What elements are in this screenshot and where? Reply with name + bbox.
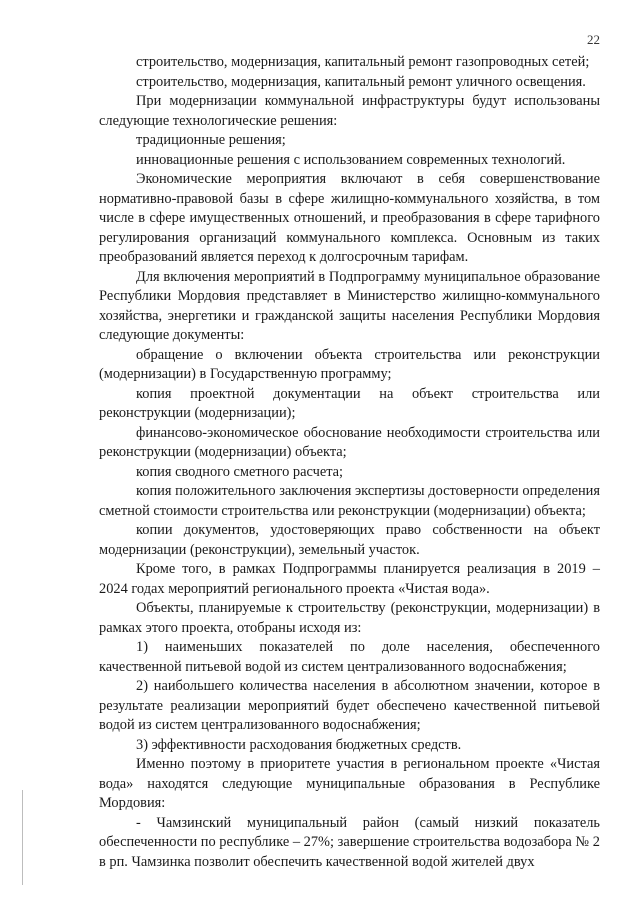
page-number: 22 (587, 32, 600, 47)
paragraph: 2) наибольшего количества населения в абсолютном значении, которое в результате реализации мероприятий будет обеспечено качественной питьевой водой из систем централизованного водоснабжения; (99, 678, 600, 733)
paragraph: При модернизации коммунальной инфраструктуры будут использованы следующие технологические решения: (99, 93, 600, 129)
paragraph: финансово-экономическое обоснование необходимости строительства или реконструкции (модернизации) объекта; (99, 424, 600, 460)
paragraph: Экономические мероприятия включают в себя совершенствование нормативно-правовой базы в сфере жилищно-коммунального хозяйства, в том числе в сфере имущественных отношений, и преобразования в сфере тарифного регулирования организаций коммунального комплекса. Основным из таких преобразований является переход к долгосрочным тарифам. (99, 171, 600, 265)
scan-edge-line (22, 790, 23, 885)
paragraph: Для включения мероприятий в Подпрограмму муниципальное образование Республики Мордовия представляет в Министерство жилищно-коммунального хозяйства, энергетики и гражданской защиты населения Республики Мордовия следующие документы: (99, 268, 600, 343)
paragraph: строительство, модернизация, капитальный ремонт уличного освещения. (136, 73, 586, 90)
paragraph: копия сводного сметного расчета; (136, 463, 344, 480)
paragraph: 3) эффективности расходования бюджетных средств. (136, 736, 462, 753)
paragraph: инновационные решения с использованием современных технологий. (136, 151, 566, 168)
paragraph: копия положительного заключения экспертизы достоверности определения сметной стоимости строительства или реконструкции (модернизации) объекта; (99, 483, 600, 519)
paragraph: Именно поэтому в приоритете участия в региональном проекте «Чистая вода» находятся следующие муниципальные образования в Республике Мордовия: (99, 756, 600, 811)
paragraph: Объекты, планируемые к строительству (реконструкции, модернизации) в рамках этого проекта, отобраны исходя из: (99, 600, 600, 636)
paragraph: строительство, модернизация, капитальный ремонт газопроводных сетей; (136, 54, 590, 70)
document-body (99, 53, 600, 872)
paragraph: Кроме того, в рамках Подпрограммы планируется реализация в 2019 – 2024 годах мероприятий регионального проекта «Чистая вода». (99, 561, 600, 597)
paragraph: обращение о включении объекта строительства или реконструкции (модернизации) в Государственную программу; (99, 346, 600, 382)
paragraph: традиционные решения; (136, 132, 286, 148)
paragraph: копия проектной документации на объект строительства или реконструкции (модернизации); (99, 385, 600, 421)
paragraph: - Чамзинский муниципальный район (самый низкий показатель обеспеченности по республике – 27%; завершение строительства водозабора № 2 в рп. Чамзинка позволит обеспечить качественной водой жителей двух (99, 814, 600, 870)
paragraph: копии документов, удостоверяющих право собственности на объект модернизации (реконструкции), земельный участок. (99, 522, 600, 558)
paragraph: 1) наименьших показателей по доле населения, обеспеченного качественной питьевой водой из систем централизованного водоснабжения; (99, 639, 600, 675)
